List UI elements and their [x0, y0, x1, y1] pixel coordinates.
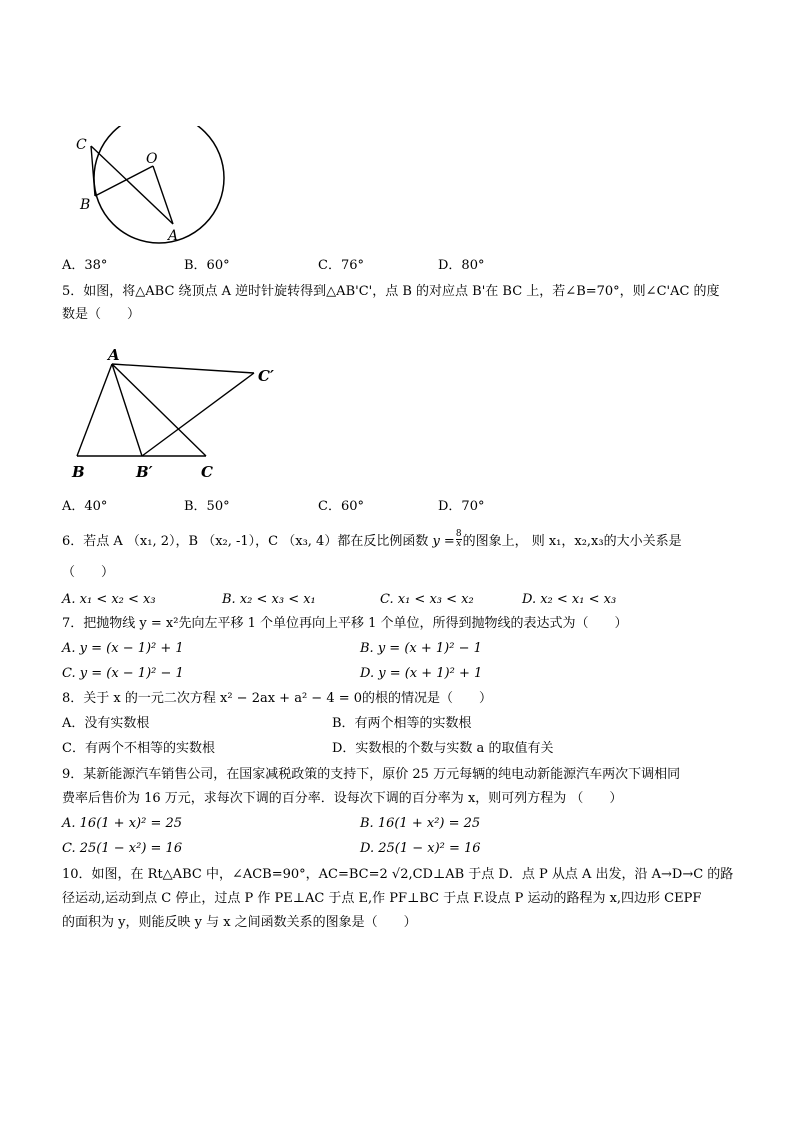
q5-label-a: A [108, 346, 120, 364]
q6-frac-num: 8 [455, 529, 462, 539]
q6-stem-line2: （ ） [62, 565, 115, 580]
q10-stem-line1: 10．如图，在 Rt△ABC 中，∠ACB=90°，AC=BC=2 √2,CD⊥AB 于点 D．点 P 从点 A 出发，沿 A→D→C 的路 [62, 867, 734, 882]
q8-option-a: A．没有实数根 [62, 716, 150, 731]
q4-label-o: O [146, 151, 158, 167]
q5-figure [62, 344, 292, 484]
q6-func-lhs: y = [432, 534, 455, 549]
q5-segment-ab [77, 364, 112, 456]
q8-stem: 8．关于 x 的一元二次方程 x² − 2ax + a² − 4 = 0的根的情况是（ ） [62, 691, 493, 706]
q5-segment-ac [112, 364, 206, 456]
q8-option-c: C．有两个不相等的实数根 [62, 741, 215, 756]
q6-option-a: A. x₁ < x₂ < x₃ [62, 592, 156, 607]
q5-option-b: B．50° [184, 499, 230, 514]
q5-segment-b-prime-c-prime [142, 373, 254, 456]
q7-option-a: A. y = (x − 1)² + 1 [62, 641, 184, 656]
q4-option-a: A．38° [62, 258, 108, 273]
q5-label-b: B [72, 463, 85, 481]
q7-option-c: C. y = (x − 1)² − 1 [62, 666, 184, 681]
q10-stem-line3: 的面积为 y，则能反映 y 与 x 之间函数关系的图象是（ ） [62, 915, 417, 930]
q6-suffix: 的图象上， 则 x₁，x₂,x₃的大小关系是 [462, 534, 682, 549]
q9-option-a: A. 16(1 + x)² = 25 [62, 816, 183, 831]
q5-option-d: D．70° [438, 499, 485, 514]
q4-segment-bo [95, 166, 153, 196]
q6-option-c: C. x₁ < x₃ < x₂ [380, 592, 474, 607]
q5-label-c: C [201, 463, 213, 481]
q7-stem: 7．把抛物线 y = x²先向左平移 1 个单位再向上平移 1 个单位，所得到抛物线的表达式为（ ） [62, 616, 628, 631]
q5-stem-line2: 数是（ ） [62, 307, 141, 322]
q5-label-c-prime: C′ [258, 367, 274, 385]
q6-option-b: B. x₂ < x₃ < x₁ [222, 592, 316, 607]
q7-option-b: B. y = (x + 1)² − 1 [360, 641, 482, 656]
q9-stem-line1: 9．某新能源汽车销售公司，在国家减税政策的支持下，原价 25 万元每辆的纯电动新能源汽车两次下调相同 [62, 767, 681, 782]
q7-option-d: D. y = (x + 1)² + 1 [360, 666, 483, 681]
q4-option-b: B．60° [184, 258, 230, 273]
q6-option-d: D. x₂ < x₁ < x₃ [522, 592, 617, 607]
q4-label-c: C [76, 137, 87, 153]
q4-option-c: C．76° [318, 258, 364, 273]
q5-option-c: C．60° [318, 499, 364, 514]
q8-option-b: B．有两个相等的实数根 [332, 716, 472, 731]
q5-segment-ac-prime [112, 364, 254, 373]
q4-label-b: B [80, 197, 91, 213]
q5-label-b-prime: B′ [136, 463, 153, 481]
q9-stem-line2: 费率后售价为 16 万元，求每次下调的百分率．设每次下调的百分率为 x，则可列方程为 （ ） [62, 791, 623, 806]
q4-label-a: A [168, 228, 179, 244]
q10-stem-line2: 径运动,运动到点 C 停止，过点 P 作 PE⊥AC 于点 E,作 PF⊥BC 于点 F.设点 P 运动的路程为 x,四边形 CEPF [62, 891, 702, 906]
q8-option-d: D．实数根的个数与实数 a 的取值有关 [332, 741, 554, 756]
q9-option-b: B. 16(1 + x²) = 25 [360, 816, 481, 831]
q9-option-c: C. 25(1 − x²) = 16 [62, 841, 183, 856]
q5-stem-line1: 5．如图，将△ABC 绕顶点 A 逆时针旋转得到△AB'C'，点 B 的对应点 B'在 BC 上，若∠B=70°，则∠C'AC 的度 [62, 284, 720, 299]
q6-frac-den: x [456, 539, 462, 549]
q6-stem-line1 [62, 529, 682, 551]
q6-fraction [456, 530, 462, 549]
q4-figure [70, 126, 230, 246]
q5-option-a: A．40° [62, 499, 108, 514]
q6-prefix: 6．若点 A （x₁, 2），B （x₂, -1），C （x₃, 4）都在反比例函数 [62, 534, 433, 549]
q4-option-d: D．80° [438, 258, 485, 273]
q9-option-d: D. 25(1 − x)² = 16 [360, 841, 481, 856]
